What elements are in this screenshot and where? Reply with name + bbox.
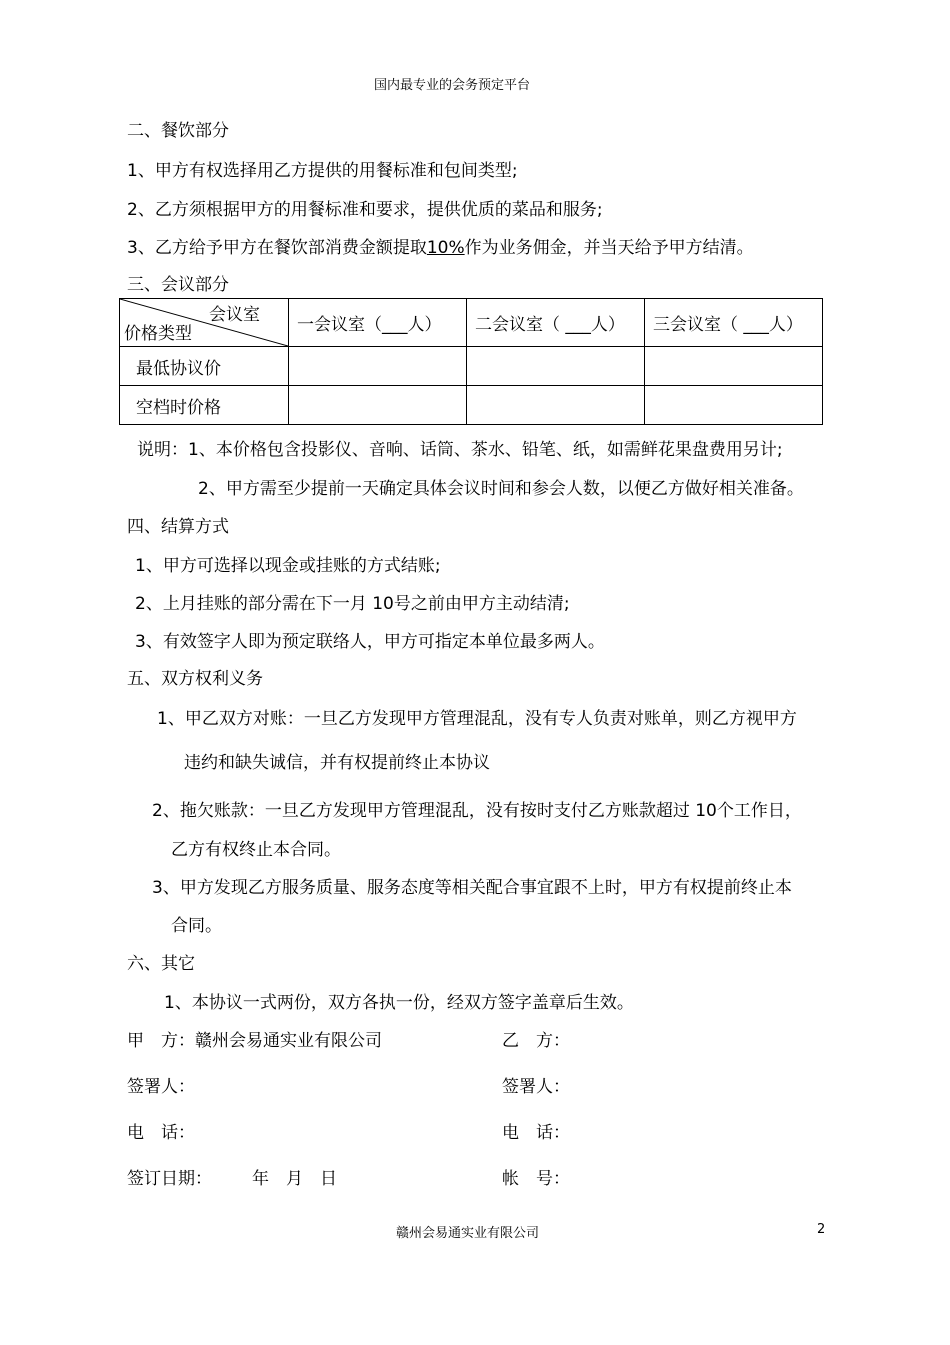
sec5-item-2-line-2: 乙方有权终止本合同。 [171,840,341,860]
sec4-item-3: 3、有效签字人即为预定联络人，甲方可指定本单位最多两人。 [135,632,605,652]
table-note-1: 说明：1、本价格包含投影仪、音响、话筒、茶水、铅笔、纸，如需鲜花果盘费用另计; [137,440,783,460]
table-cell [289,347,467,386]
section-6-title: 六、其它 [127,954,195,974]
corner-label-room: 会议室 [209,305,260,325]
sec5-item-3-line-2: 合同。 [171,916,222,936]
table-cell [645,347,823,386]
sec2-item-1: 1、甲方有权选择用乙方提供的用餐标准和包间类型; [127,161,518,181]
footer-company: 赣州会易通实业有限公司 [396,1226,540,1241]
sec4-item-2: 2、上月挂账的部分需在下一月 10号之前由甲方主动结清; [135,594,570,614]
page-header: 国内最专业的会务预定平台 [374,78,531,93]
table-cell [645,386,823,425]
page-number: 2 [817,1222,826,1237]
party-a-value: 赣州会易通实业有限公司 [195,1031,382,1051]
phone-a-label: 电 话： [127,1123,195,1143]
row-label: 最低协议价 [120,347,289,386]
table-cell [467,386,645,425]
section-2-title: 二、餐饮部分 [127,121,229,141]
party-a-label: 甲 方： [127,1031,195,1051]
table-cell [467,347,645,386]
signer-b-label: 签署人： [502,1077,570,1097]
sec6-item-1: 1、本协议一式两份，双方各执一份，经双方签字盖章后生效。 [164,993,634,1013]
table-cell [289,386,467,425]
column-header: 一会议室（___人） [289,299,467,347]
sign-date-label: 签订日期： [127,1169,212,1189]
party-a-line [127,1030,382,1052]
sec5-item-1-line-2: 违约和缺失诚信，并有权提前终止本协议 [184,753,490,773]
party-b-label: 乙 方： [502,1031,570,1051]
column-header: 二会议室（ ___人） [467,299,645,347]
section-3-title: 三、会议部分 [127,275,229,295]
sec2-item-2: 2、乙方须根据甲方的用餐标准和要求，提供优质的菜品和服务; [127,200,603,220]
sec5-item-3-line-1: 3、甲方发现乙方服务质量、服务态度等相关配合事宜跟不上时，甲方有权提前终止本 [152,878,792,898]
section-4-title: 四、结算方式 [127,517,229,537]
table-row [120,386,823,425]
sec2-item-3-post: 作为业务佣金，并当天给予甲方结清。 [464,238,754,258]
table-row [120,347,823,386]
sec4-item-1: 1、甲方可选择以现金或挂账的方式结账; [135,556,441,576]
account-label: 帐 号： [502,1169,570,1189]
table-corner-cell [120,299,289,347]
section-5-title: 五、双方权利义务 [127,669,263,689]
sec5-item-1-line-1: 1、甲乙双方对账：一旦乙方发现甲方管理混乱，没有专人负责对账单，则乙方视甲方 [157,709,797,729]
column-header: 三会议室（ ___人） [645,299,823,347]
sec5-item-2-line-1: 2、拖欠账款：一旦乙方发现甲方管理混乱，没有按时支付乙方账款超过 10个工作日， [152,801,802,821]
corner-label-price-type: 价格类型 [124,324,192,344]
meeting-price-table [119,298,823,425]
commission-percent: 10% [426,238,465,258]
sec2-item-3 [127,237,754,259]
phone-b-label: 电 话： [502,1123,570,1143]
sec2-item-3-pre: 3、乙方给予甲方在餐饮部消费金额提取 [127,238,427,258]
sign-date-value: 年 月 日 [252,1169,337,1189]
row-label: 空档时价格 [120,386,289,425]
table-note-2: 2、甲方需至少提前一天确定具体会议时间和参会人数，以便乙方做好相关准备。 [198,479,804,499]
signer-a-label: 签署人： [127,1077,195,1097]
